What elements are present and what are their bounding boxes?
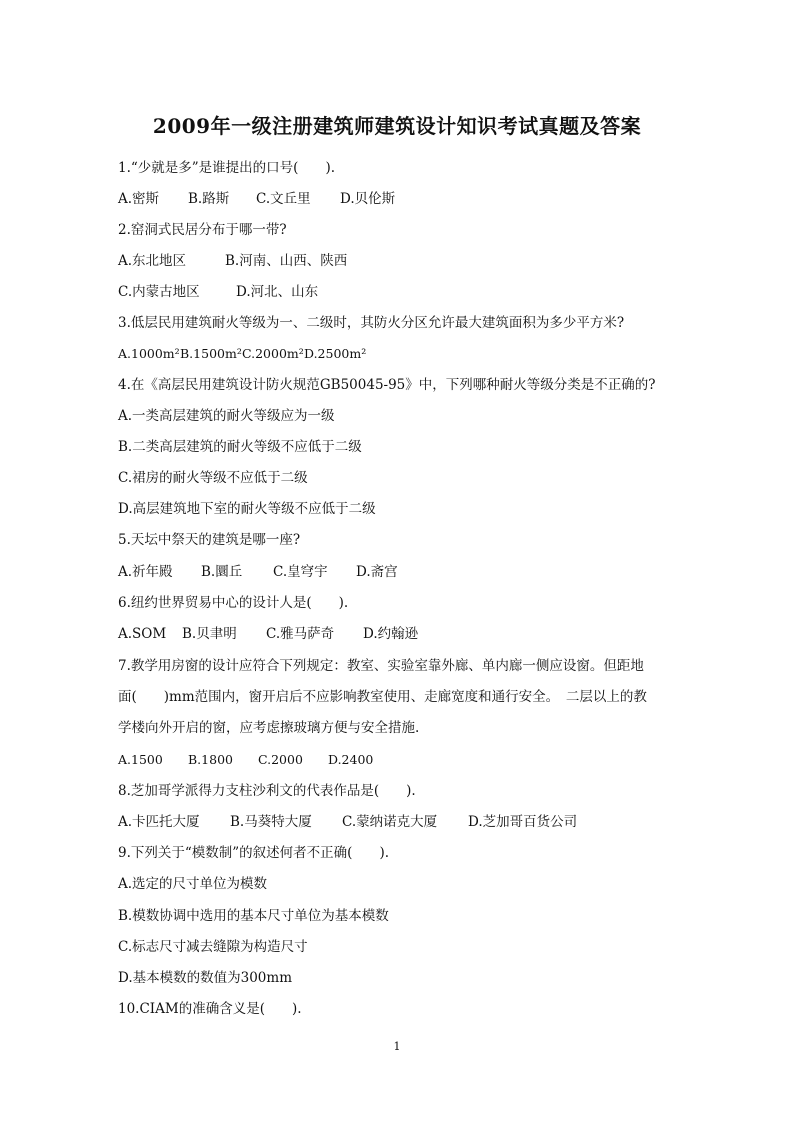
question-1-options — [118, 189, 395, 209]
question-3-options — [118, 344, 366, 364]
q8-option-b: B.马葵特大厦 — [230, 814, 312, 830]
q4-option-d: D.高层建筑地下室的耐火等级不应低于二级 — [118, 501, 376, 517]
question-8-options — [118, 812, 577, 832]
q3-option-c: C.2000m² — [242, 346, 304, 361]
question-1: 1.“少就是多”是谁提出的口号( ). — [118, 160, 336, 176]
q8-option-a: A.卡匹托大厦 — [118, 814, 200, 830]
question-7-line-1: 7.教学用房窗的设计应符合下列规定：教室、实验室靠外廊、单内廊一侧应设窗。但距地 — [118, 658, 644, 674]
question-10: 10.CIAM的准确含义是( ). — [118, 1001, 302, 1017]
question-7-options — [118, 750, 373, 770]
q3-option-d: D.2500m² — [304, 346, 367, 361]
q2-option-d: D.河北、山东 — [236, 284, 319, 300]
q6-option-a: A.SOM — [118, 626, 167, 642]
q2-option-b: B.河南、山西、陕西 — [225, 253, 348, 269]
page-title: 2009年一级注册建筑师建筑设计知识考试真题及答案 — [152, 114, 642, 138]
q7-option-c: C.2000 — [258, 752, 303, 767]
q4-option-a: A.一类高层建筑的耐火等级应为一级 — [118, 408, 335, 424]
q9-option-d: D.基本模数的数值为300mm — [118, 970, 293, 986]
q2-option-a: A.东北地区 — [118, 253, 187, 269]
q4-option-c: C.裙房的耐火等级不应低于二级 — [118, 470, 308, 486]
q5-option-b: B.圜丘 — [201, 564, 243, 580]
q5-option-d: D.斋宫 — [356, 564, 398, 580]
q8-option-d: D.芝加哥百货公司 — [468, 814, 578, 830]
q5-option-a: A.祈年殿 — [118, 564, 173, 580]
question-6-options — [118, 624, 418, 644]
q3-option-a: A.1000m² — [118, 346, 180, 361]
q1-option-a: A.密斯 — [118, 191, 160, 207]
question-3: 3.低层民用建筑耐火等级为一、二级时，其防火分区允许最大建筑面积为多少平方米? — [118, 315, 625, 331]
question-2-options-row-2 — [118, 282, 318, 302]
page-number: 1 — [393, 1040, 401, 1053]
question-4: 4.在《高层民用建筑设计防火规范GB50045-95》中，下列哪种耐火等级分类是不正确的? — [118, 377, 656, 393]
question-8: 8.芝加哥学派得力支柱沙利文的代表作品是( ). — [118, 783, 416, 799]
q6-option-b: B.贝聿明 — [182, 626, 237, 642]
q4-option-b: B.二类高层建筑的耐火等级不应低于二级 — [118, 439, 362, 455]
question-9: 9.下列关于“模数制”的叙述何者不正确( ). — [118, 845, 390, 861]
q1-option-d: D.贝伦斯 — [340, 191, 396, 207]
q7-option-a: A.1500 — [118, 752, 163, 767]
question-7-line-3: 学楼向外开启的窗，应考虑擦玻璃方便与安全措施. — [118, 720, 420, 736]
q6-option-c: C.雅马萨奇 — [266, 626, 335, 642]
q5-option-c: C.皇穹宇 — [273, 564, 328, 580]
q7-option-d: D.2400 — [328, 752, 374, 767]
q1-option-c: C.文丘里 — [256, 191, 311, 207]
question-6: 6.纽约世界贸易中心的设计人是( ). — [118, 595, 349, 611]
q1-option-b: B.路斯 — [188, 191, 230, 207]
question-5-options — [118, 562, 398, 582]
q2-option-c: C.内蒙古地区 — [118, 284, 200, 300]
q7-option-b: B.1800 — [188, 752, 233, 767]
q8-option-c: C.蒙纳诺克大厦 — [342, 814, 438, 830]
q3-option-b: B.1500m² — [180, 346, 242, 361]
q6-option-d: D.约翰逊 — [363, 626, 419, 642]
question-7-line-2: 面( )mm范围内，窗开启后不应影响教室使用、走廊宽度和通行安全。 二层以上的教 — [118, 689, 647, 705]
question-2-options-row-1 — [118, 251, 347, 271]
q9-option-a: A.选定的尺寸单位为模数 — [118, 876, 268, 892]
question-5: 5.天坛中祭天的建筑是哪一座? — [118, 532, 301, 548]
question-2: 2.窑洞式民居分布于哪一带? — [118, 222, 287, 238]
q9-option-c: C.标志尺寸减去缝隙为构造尺寸 — [118, 939, 308, 955]
q9-option-b: B.模数协调中选用的基本尺寸单位为基本模数 — [118, 908, 389, 924]
